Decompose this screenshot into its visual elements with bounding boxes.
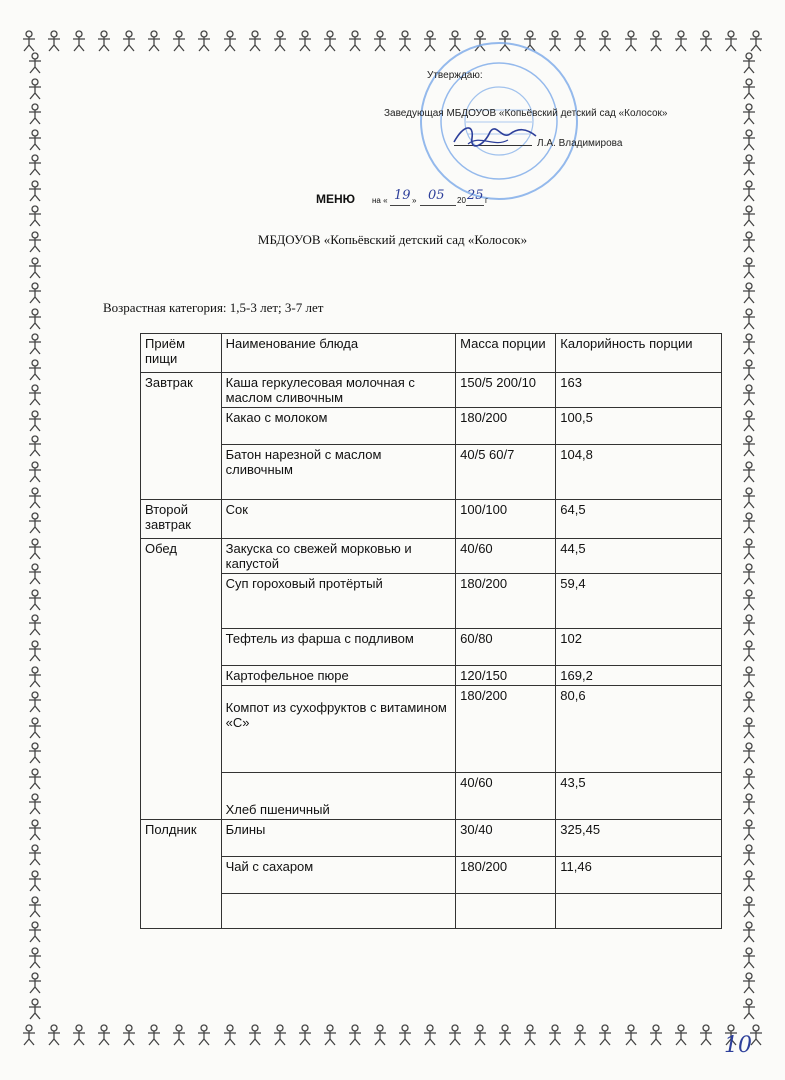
- dish-kcal: 59,4: [556, 574, 722, 629]
- dish-mass: 100/100: [456, 500, 556, 539]
- border-figure-icon: [740, 461, 758, 483]
- date-separator: »: [412, 196, 417, 205]
- dish-kcal: 163: [556, 373, 722, 408]
- header-mass: Масса порции: [456, 334, 556, 373]
- border-figure-icon: [396, 30, 414, 52]
- border-figure-icon: [26, 282, 44, 304]
- border-figure-icon: [396, 1024, 414, 1046]
- border-figure-icon: [740, 666, 758, 688]
- dish-mass: 60/80: [456, 629, 556, 666]
- border-figure-icon: [26, 487, 44, 509]
- border-figure-icon: [740, 870, 758, 892]
- header-dish: Наименование блюда: [221, 334, 456, 373]
- table-row: [141, 445, 722, 500]
- border-figure-icon: [26, 793, 44, 815]
- header-kcal: Калорийность порции: [556, 334, 722, 373]
- dish-kcal: 44,5: [556, 539, 722, 574]
- dish-kcal: 11,46: [556, 857, 722, 894]
- border-figure-icon: [740, 52, 758, 74]
- border-figure-icon: [70, 30, 88, 52]
- dish-mass: 120/150: [456, 666, 556, 686]
- border-figure-icon: [740, 844, 758, 866]
- date-day-underline: [390, 205, 410, 206]
- table-row: [141, 629, 722, 666]
- border-figure-icon: [145, 1024, 163, 1046]
- border-figure-icon: [296, 30, 314, 52]
- border-figure-icon: [697, 30, 715, 52]
- page-number: 10: [724, 1033, 752, 1058]
- border-figure-icon: [170, 1024, 188, 1046]
- border-figure-icon: [95, 30, 113, 52]
- table-row: [141, 500, 722, 539]
- border-figure-icon: [371, 1024, 389, 1046]
- date-month: 05: [428, 188, 445, 203]
- border-figure-icon: [672, 1024, 690, 1046]
- border-figure-icon: [740, 257, 758, 279]
- border-figure-icon: [740, 819, 758, 841]
- border-figure-icon: [647, 1024, 665, 1046]
- border-figure-icon: [546, 1024, 564, 1046]
- border-figure-icon: [45, 30, 63, 52]
- dish-mass: [456, 894, 556, 929]
- border-figure-icon: [521, 1024, 539, 1046]
- dish-name: Компот из сухофруктов с витамином «С»: [221, 686, 456, 773]
- border-figure-icon: [421, 1024, 439, 1046]
- dish-name: Блины: [221, 820, 456, 857]
- dish-mass: 180/200: [456, 686, 556, 773]
- menu-table: [140, 333, 722, 929]
- border-figure-icon: [26, 308, 44, 330]
- border-figure-icon: [20, 30, 38, 52]
- border-figure-icon: [221, 1024, 239, 1046]
- dish-kcal: 102: [556, 629, 722, 666]
- dish-mass: 30/40: [456, 820, 556, 857]
- border-figure-icon: [740, 103, 758, 125]
- border-figure-icon: [26, 435, 44, 457]
- border-figure-icon: [740, 691, 758, 713]
- border-figure-icon: [26, 870, 44, 892]
- border-figure-icon: [26, 844, 44, 866]
- border-figure-icon: [26, 691, 44, 713]
- dish-name: Чай с сахаром: [221, 857, 456, 894]
- border-figure-icon: [740, 359, 758, 381]
- border-figure-icon: [740, 410, 758, 432]
- border-figure-icon: [26, 154, 44, 176]
- border-figure-icon: [740, 998, 758, 1020]
- border-figure-icon: [740, 896, 758, 918]
- dish-kcal: 100,5: [556, 408, 722, 445]
- dish-mass: 180/200: [456, 408, 556, 445]
- table-row: [141, 574, 722, 629]
- border-figure-icon: [346, 30, 364, 52]
- border-figure-icon: [26, 563, 44, 585]
- border-figure-icon: [195, 1024, 213, 1046]
- border-figure-icon: [740, 921, 758, 943]
- border-figure-icon: [722, 30, 740, 52]
- border-figure-icon: [740, 640, 758, 662]
- border-figure-icon: [145, 30, 163, 52]
- border-figure-icon: [26, 589, 44, 611]
- border-figure-icon: [246, 30, 264, 52]
- dish-name: Хлеб пшеничный: [221, 773, 456, 820]
- border-figure-icon: [26, 103, 44, 125]
- border-figure-icon: [697, 1024, 715, 1046]
- border-figure-icon: [740, 487, 758, 509]
- border-figure-icon: [26, 972, 44, 994]
- approval-position: Заведующая МБДОУОВ «Копьёвский детский сад «Колосок»: [384, 108, 668, 119]
- border-figure-icon: [571, 1024, 589, 1046]
- table-header-row: [141, 334, 722, 373]
- border-figure-icon: [740, 384, 758, 406]
- table-row: [141, 773, 722, 820]
- border-figure-icon: [45, 1024, 63, 1046]
- dish-kcal: 80,6: [556, 686, 722, 773]
- border-figure-icon: [740, 793, 758, 815]
- border-figure-icon: [26, 129, 44, 151]
- decorative-border-top: [20, 28, 765, 54]
- dish-name: Тефтель из фарша с подливом: [221, 629, 456, 666]
- border-figure-icon: [740, 512, 758, 534]
- table-row: [141, 666, 722, 686]
- border-figure-icon: [740, 154, 758, 176]
- dish-kcal: 169,2: [556, 666, 722, 686]
- table-row: [141, 408, 722, 445]
- date-year: 25: [467, 188, 484, 203]
- meal-cell: Полдник: [141, 820, 222, 929]
- border-figure-icon: [647, 30, 665, 52]
- dish-mass: 180/200: [456, 857, 556, 894]
- dish-mass: 40/60: [456, 773, 556, 820]
- date-prefix: на «: [372, 196, 388, 205]
- border-figure-icon: [672, 30, 690, 52]
- date-suffix: г: [485, 196, 488, 205]
- dish-kcal: [556, 894, 722, 929]
- border-figure-icon: [596, 1024, 614, 1046]
- border-figure-icon: [26, 257, 44, 279]
- border-figure-icon: [70, 1024, 88, 1046]
- date-month-underline: [420, 205, 456, 206]
- border-figure-icon: [740, 129, 758, 151]
- decorative-border-bottom: [20, 1022, 765, 1048]
- border-figure-icon: [26, 742, 44, 764]
- organization-name: МБДОУОВ «Копьёвский детский сад «Колосок»: [257, 232, 528, 247]
- border-figure-icon: [622, 30, 640, 52]
- border-figure-icon: [26, 461, 44, 483]
- date-day: 19: [394, 188, 411, 203]
- dish-name: Батон нарезной с маслом сливочным: [221, 445, 456, 500]
- dish-kcal: 64,5: [556, 500, 722, 539]
- table-row: [141, 373, 722, 408]
- border-figure-icon: [26, 359, 44, 381]
- border-figure-icon: [271, 30, 289, 52]
- table-row: [141, 820, 722, 857]
- dish-name: Закуска со свежей морковью и капустой: [221, 539, 456, 574]
- border-figure-icon: [371, 30, 389, 52]
- table-row: [141, 686, 722, 773]
- dish-name: Сок: [221, 500, 456, 539]
- table-row: [141, 539, 722, 574]
- border-figure-icon: [26, 180, 44, 202]
- dish-name: Суп гороховый протёртый: [221, 574, 456, 629]
- border-figure-icon: [246, 1024, 264, 1046]
- border-figure-icon: [446, 1024, 464, 1046]
- border-figure-icon: [471, 1024, 489, 1046]
- border-figure-icon: [740, 717, 758, 739]
- border-figure-icon: [747, 30, 765, 52]
- approval-name: Л.А. Владимирова: [537, 138, 623, 149]
- border-figure-icon: [740, 205, 758, 227]
- menu-title: МЕНЮ: [316, 192, 356, 206]
- dish-kcal: 43,5: [556, 773, 722, 820]
- border-figure-icon: [26, 410, 44, 432]
- meal-cell: Завтрак: [141, 373, 222, 500]
- border-figure-icon: [622, 1024, 640, 1046]
- border-figure-icon: [26, 384, 44, 406]
- decorative-border-right: [738, 52, 760, 1020]
- border-figure-icon: [740, 78, 758, 100]
- dish-mass: 40/5 60/7: [456, 445, 556, 500]
- border-figure-icon: [740, 768, 758, 790]
- border-figure-icon: [740, 538, 758, 560]
- border-figure-icon: [26, 921, 44, 943]
- dish-name: Какао с молоком: [221, 408, 456, 445]
- table-row: [141, 894, 722, 929]
- border-figure-icon: [296, 1024, 314, 1046]
- border-figure-icon: [120, 30, 138, 52]
- border-figure-icon: [740, 435, 758, 457]
- dish-name: Картофельное пюре: [221, 666, 456, 686]
- dish-mass: 180/200: [456, 574, 556, 629]
- border-figure-icon: [26, 998, 44, 1020]
- border-figure-icon: [740, 947, 758, 969]
- border-figure-icon: [496, 1024, 514, 1046]
- decorative-border-left: [24, 52, 46, 1020]
- border-figure-icon: [596, 30, 614, 52]
- header-meal: Приём пищи: [141, 334, 222, 373]
- border-figure-icon: [20, 1024, 38, 1046]
- border-figure-icon: [740, 180, 758, 202]
- border-figure-icon: [26, 768, 44, 790]
- border-figure-icon: [740, 308, 758, 330]
- border-figure-icon: [26, 205, 44, 227]
- border-figure-icon: [26, 947, 44, 969]
- dish-kcal: 104,8: [556, 445, 722, 500]
- border-figure-icon: [26, 666, 44, 688]
- date-year-underline: [466, 205, 484, 206]
- date-century: 20: [457, 196, 466, 205]
- border-figure-icon: [321, 30, 339, 52]
- border-figure-icon: [26, 640, 44, 662]
- border-figure-icon: [740, 563, 758, 585]
- border-figure-icon: [26, 52, 44, 74]
- border-figure-icon: [740, 333, 758, 355]
- dish-kcal: 325,45: [556, 820, 722, 857]
- border-figure-icon: [740, 589, 758, 611]
- border-figure-icon: [740, 972, 758, 994]
- meal-cell: Второй завтрак: [141, 500, 222, 539]
- border-figure-icon: [95, 1024, 113, 1046]
- border-figure-icon: [26, 78, 44, 100]
- border-figure-icon: [120, 1024, 138, 1046]
- approval-title: Утверждаю:: [427, 70, 483, 81]
- border-figure-icon: [26, 614, 44, 636]
- border-figure-icon: [26, 819, 44, 841]
- handwritten-signature: [450, 120, 538, 150]
- border-figure-icon: [740, 742, 758, 764]
- dish-mass: 150/5 200/10: [456, 373, 556, 408]
- border-figure-icon: [221, 30, 239, 52]
- meal-cell: Обед: [141, 539, 222, 820]
- dish-mass: 40/60: [456, 539, 556, 574]
- table-row: [141, 857, 722, 894]
- border-figure-icon: [740, 614, 758, 636]
- border-figure-icon: [740, 282, 758, 304]
- border-figure-icon: [26, 333, 44, 355]
- border-figure-icon: [26, 896, 44, 918]
- border-figure-icon: [346, 1024, 364, 1046]
- border-figure-icon: [26, 538, 44, 560]
- border-figure-icon: [26, 717, 44, 739]
- dish-name: [221, 894, 456, 929]
- age-category: Возрастная категория: 1,5-3 лет; 3-7 лет: [103, 300, 324, 315]
- border-figure-icon: [321, 1024, 339, 1046]
- border-figure-icon: [26, 512, 44, 534]
- border-figure-icon: [195, 30, 213, 52]
- dish-name: Каша геркулесовая молочная с маслом сливочным: [221, 373, 456, 408]
- border-figure-icon: [170, 30, 188, 52]
- border-figure-icon: [271, 1024, 289, 1046]
